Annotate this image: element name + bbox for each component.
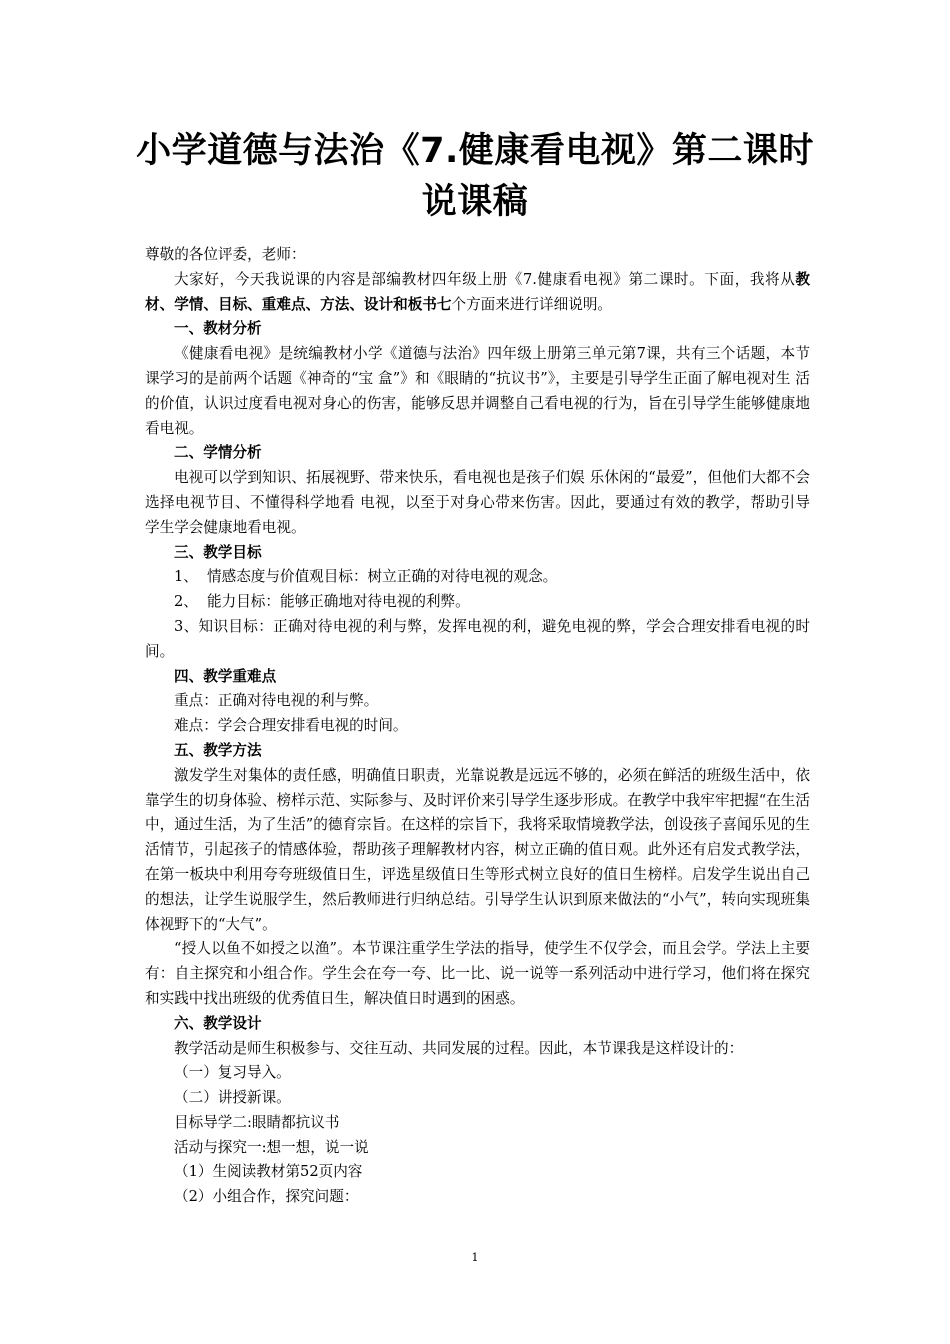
intro-bold: 教材、学情、目标、重难点、方法、设计和板书七 <box>145 270 810 313</box>
section-heading-goals: 三、教学目标 <box>174 543 262 561</box>
document-title-line-2: 说课稿 <box>421 182 529 222</box>
design-substep-1: （1）生阅读教材第52页内容 <box>174 1163 363 1181</box>
goal-text-2: 能力目标：能够正确地对待电视的利弊。 <box>207 593 470 611</box>
goal-item-3: 3、知识目标：正确对待电视的利与弊，发挥电视的利，避免电视的弊，学会合理安排看电视的时间。 <box>145 617 810 660</box>
intro-suffix: 个方面来进行详细说明。 <box>451 295 613 313</box>
document-body <box>145 243 810 1210</box>
design-substep-2: （2）小组合作，探究问题： <box>174 1188 359 1206</box>
goal-item-2 <box>145 590 810 615</box>
section-text-students: 电视可以学到知识、拓展视野、带来快乐，看电视也是孩子们娱 乐休闲的“最爱”，但他们大都不会选择电视节目、不懂得科学地看 电视，以至于对身心带来伤害。因此，要通过有效的教学，帮助引导 学生学会健康地看电视。 <box>145 469 810 536</box>
key-point: 重点：正确对待电视的利与弊。 <box>174 692 379 710</box>
goal-number-1: 1、 <box>174 568 198 586</box>
methods-paragraph-2: “授人以鱼不如授之以渔”。本节课注重学生学法的指导，使学生不仅学会，而且会学。学法上主要有：自主探究和小组合作。学生会在夸一夸、比一比、说一说等一系列活动中进行学习，他们将在探究和实践中找出班级的优秀值日生，解决值日时遇到的困惑。 <box>145 940 810 1007</box>
methods-paragraph-1: 激发学生对集体的责任感，明确值日职责，光靠说教是远远不够的，必须在鲜活的班级生活中，依靠学生的切身体验、榜样示范、实际参与、及时评价来引导学生逐步形成。在教学中我牢牢把握“在生活中，通过生活，为了生活”的德育宗旨。在这样的宗旨下，我将采取情境教学法，创设孩子喜闻乐见的生活情节，引起孩子的情感体验，帮助孩子理解教材内容，树立正确的值日观。此外还有启发式教学法，在第一板块中利用夸夸班级值日生，评选星级值日生等形式树立良好的值日生榜样。启发学生说出自己的想法，让学生说服学生，然后教师进行归纳总结。引导学生认识到原来做法的“小气”，转向实现班集体视野下的“大气”。 <box>145 766 810 933</box>
section-heading-methods: 五、教学方法 <box>174 741 262 759</box>
document-title-line-1: 小学道德与法治《7.健康看电视》第二课时 <box>136 131 814 171</box>
section-heading-textbook: 一、教材分析 <box>174 320 262 338</box>
design-step-2: （二）讲授新课。 <box>174 1089 291 1107</box>
salutation: 尊敬的各位评委，老师： <box>145 246 306 263</box>
design-goal: 目标导学二:眼睛都抗议书 <box>174 1113 340 1131</box>
intro-paragraph <box>145 268 810 318</box>
difficult-point: 难点：学会合理安排看电视的时间。 <box>174 717 408 735</box>
goal-item-1 <box>145 565 810 590</box>
section-heading-key-points: 四、教学重难点 <box>174 667 277 685</box>
intro-prefix: 大家好，今天我说课的内容是部编教材四年级上册《7.健康看电视》第二课时。下面，我将从 <box>174 270 796 288</box>
section-heading-design: 六、教学设计 <box>174 1014 262 1032</box>
design-activity: 活动与探究一:想一想，说一说 <box>174 1138 369 1156</box>
section-heading-students: 二、学情分析 <box>174 444 262 462</box>
design-intro: 教学活动是师生积极参与、交往互动、共同发展的过程。因此，本节课我是这样设计的： <box>174 1039 744 1057</box>
design-step-1: （一）复习导入。 <box>174 1064 291 1082</box>
goal-number-2: 2、 <box>174 593 198 611</box>
goal-text-1: 情感态度与价值观目标：树立正确的对待电视的观念。 <box>207 568 558 586</box>
section-text-textbook: 《健康看电视》是统编教材小学《道德与法治》四年级上册第三单元第7课，共有三个话题，本节课学习的是前两个话题《神奇的“宝 盒”》和《眼睛的“抗议书”》，主要是引导学生正面了解电视对生 活的价值，认识过度看电视对身心的伤害，能够反思并调整自己看电视的行为，旨在引导学生能够健康地看电视。 <box>145 345 810 437</box>
page-number: 1 <box>471 1251 479 1264</box>
